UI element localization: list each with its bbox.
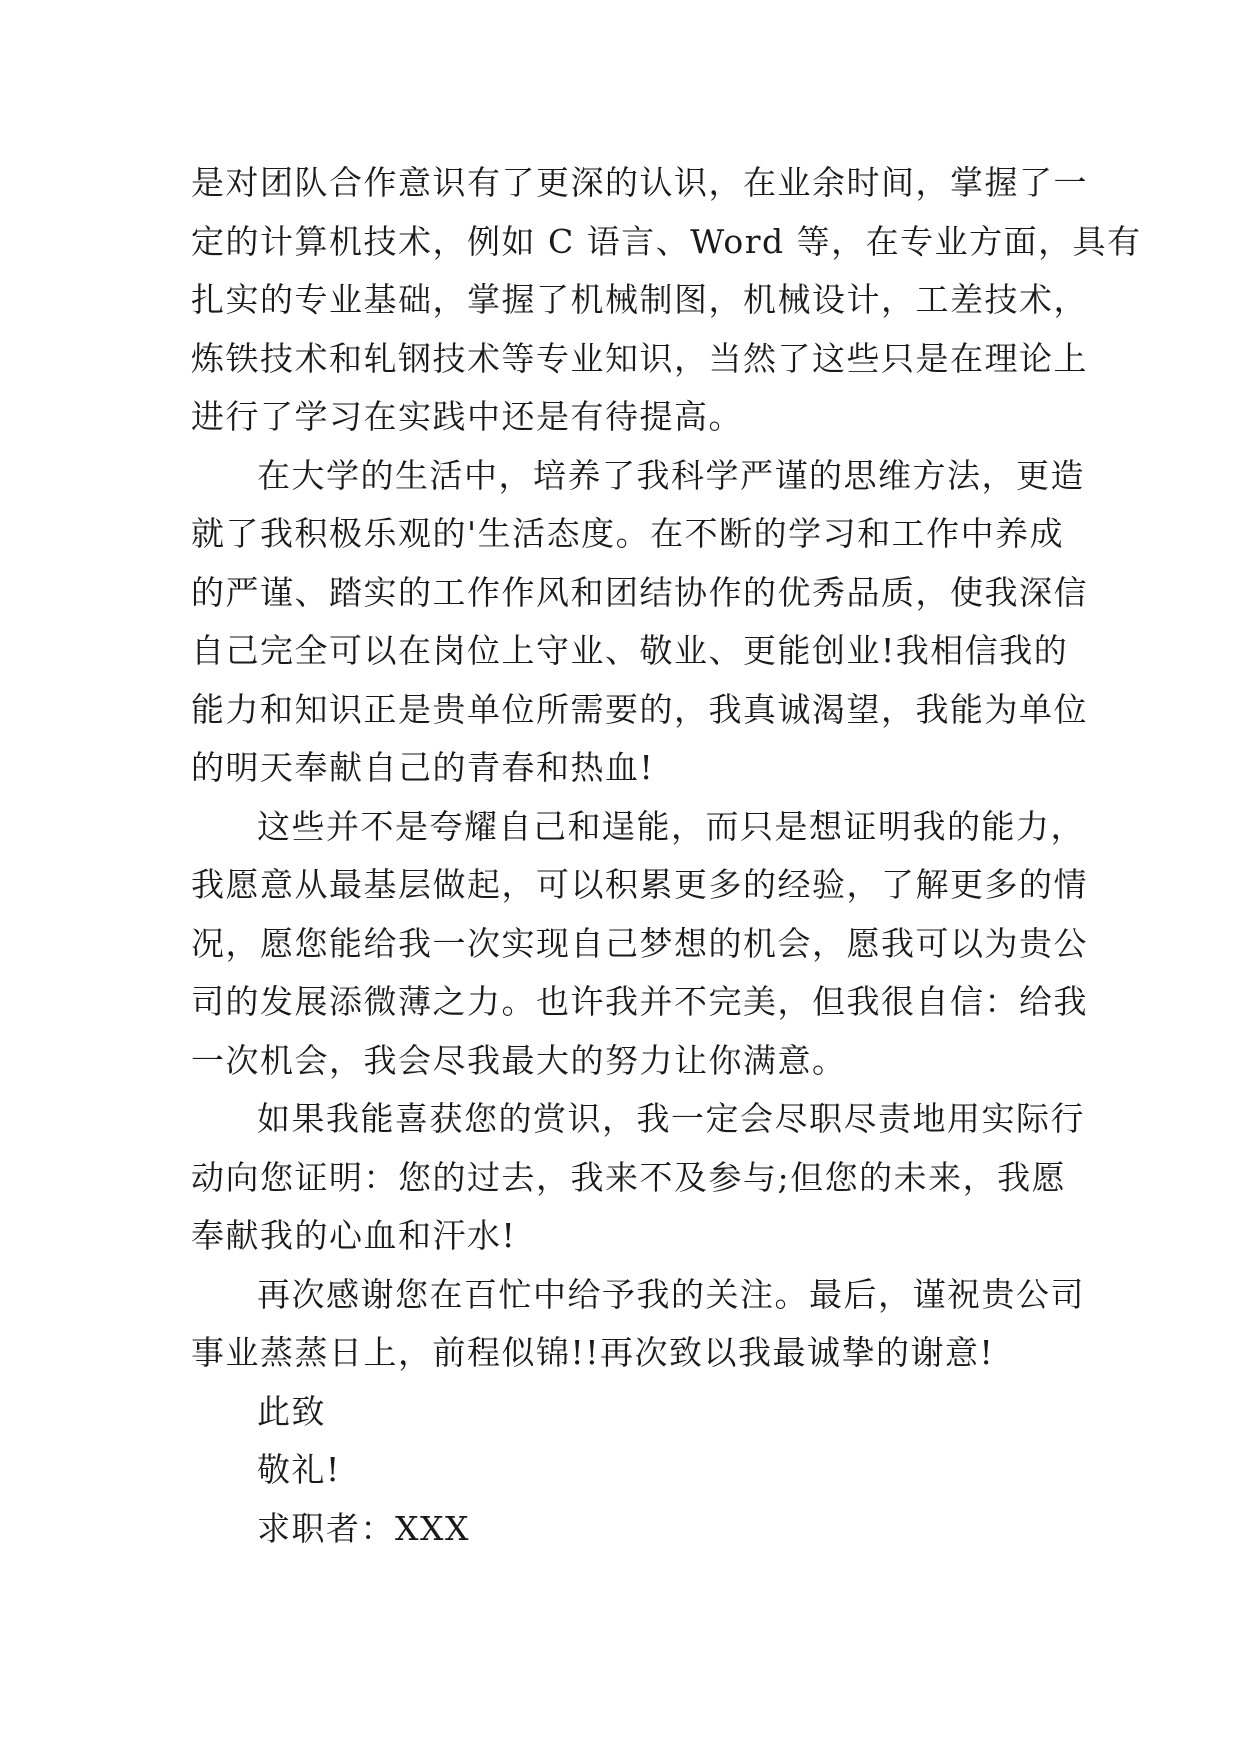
paragraph (191, 447, 1088, 798)
text-line: 如果我能喜获您的赏识，我一定会尽职尽责地用实际行 (257, 1099, 1085, 1138)
text-line: 这些并不是夸耀自己和逞能，而只是想证明我的能力， (257, 806, 1085, 846)
text-line: 是对团队合作意识有了更深的认识，在业余时间，掌握了一 (191, 163, 1088, 202)
text-line: 事业蒸蒸日上，前程似锦!!再次致以我最诚挚的谢意! (191, 1333, 995, 1372)
text-line: 扎实的专业基础，掌握了机械制图，机械设计，工差技术， (191, 280, 1088, 319)
text-line: 就了我积极乐观的'生活态度。在不断的学习和工作中养成 (191, 514, 1065, 553)
letter-body (191, 154, 1142, 1558)
closing-greeting: 此致 (257, 1391, 326, 1431)
paragraph (191, 798, 1088, 1091)
text-line: 奉献我的心血和汗水! (191, 1216, 517, 1255)
text-line: 况，愿您能给我一次实现自己梦想的机会，愿我可以为贵公 (191, 923, 1088, 963)
text-line: 自己完全可以在岗位上守业、敬业、更能创业!我相信我的 (191, 631, 1069, 670)
text-line: 动向您证明：您的过去，我来不及参与;但您的未来，我愿 (191, 1157, 1067, 1197)
text-line: 能力和知识正是贵单位所需要的，我真诚渴望，我能为单位 (191, 689, 1088, 729)
paragraph (191, 1266, 1085, 1383)
paragraph (191, 154, 1142, 447)
text-line: 在大学的生活中，培养了我科学严谨的思维方法，更造 (257, 455, 1085, 495)
text-line: 进行了学习在实践中还是有待提高。 (191, 397, 743, 436)
signature: 求职者：XXX (257, 1508, 470, 1548)
text-line: 我愿意从最基层做起，可以积累更多的经验，了解更多的情 (191, 865, 1088, 904)
text-line: 的明天奉献自己的青春和热血! (191, 748, 655, 787)
text-line: 定的计算机技术，例如 C 语言、Word 等，在专业方面，具有 (191, 221, 1142, 261)
closing-salute: 敬礼! (257, 1450, 341, 1489)
paragraph (191, 1090, 1085, 1266)
text-line: 炼铁技术和轧钢技术等专业知识，当然了这些只是在理论上 (191, 338, 1088, 378)
closing (191, 1383, 1071, 1559)
text-line: 再次感谢您在百忙中给予我的关注。最后，谨祝贵公司 (257, 1274, 1085, 1314)
text-line: 司的发展添微薄之力。也许我并不完美，但我很自信：给我 (191, 982, 1088, 1021)
text-line: 的严谨、踏实的工作作风和团结协作的优秀品质，使我深信 (191, 572, 1088, 612)
text-line: 一次机会，我会尽我最大的努力让你满意。 (191, 1040, 847, 1080)
